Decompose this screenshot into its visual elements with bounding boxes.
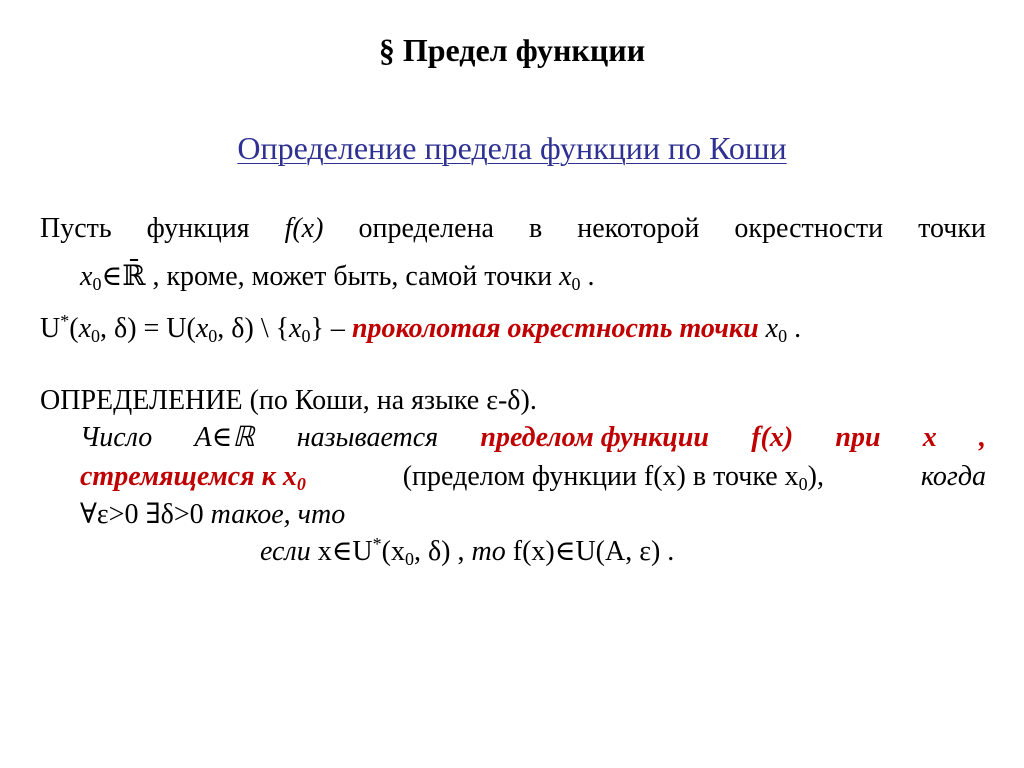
quantifiers: ∀ε>0 ∃δ>0 <box>80 499 204 530</box>
para1-line2 <box>80 260 595 294</box>
section-subtitle <box>0 128 1024 168</box>
formula-fx: f(x) <box>284 213 324 244</box>
text: , δ) = U( <box>100 313 196 344</box>
text: ( <box>69 313 79 344</box>
subscript: 0 <box>778 326 788 346</box>
para1-line1 <box>40 212 986 246</box>
definition-line4 <box>260 535 674 569</box>
var-x: x <box>80 261 93 292</box>
var-x: x <box>289 313 302 344</box>
word: то <box>471 536 506 567</box>
var-x: x <box>78 313 91 344</box>
word: когда <box>920 461 986 492</box>
word: функция <box>146 213 250 244</box>
period: . <box>794 313 802 344</box>
definition-line2 <box>80 460 986 494</box>
page-title: § Предел функции <box>378 32 646 68</box>
period: . <box>587 261 595 292</box>
subscript: 0 <box>92 274 102 294</box>
highlight-term: стремящемся к x <box>80 461 297 492</box>
punctured-neighborhood-line <box>40 312 801 346</box>
formula: (x <box>381 536 405 567</box>
highlight-term: x <box>922 422 937 453</box>
word: окрестности <box>734 213 884 244</box>
in-reals: ∈ℝ̄ <box>101 261 146 292</box>
text: } – <box>310 313 345 344</box>
text: , δ) \ { <box>217 313 290 344</box>
definition-heading: ОПРЕДЕЛЕНИЕ (по Коши, на языке ε-δ). <box>40 385 537 416</box>
word: в <box>529 213 543 244</box>
u-symbol: U <box>40 313 61 344</box>
formula: , δ) , <box>413 536 465 567</box>
highlight-term: проколотая окрестность точки <box>351 313 759 344</box>
highlight-term: при <box>835 422 881 453</box>
subscript: 0 <box>798 474 808 494</box>
var-x: x <box>195 313 209 344</box>
subscript: 0 <box>571 274 581 294</box>
subscript: 0 <box>91 326 100 346</box>
text: такое, что <box>210 499 346 530</box>
highlight-term: , <box>978 422 986 453</box>
word: точки <box>918 213 986 244</box>
definition-line1 <box>80 421 986 455</box>
highlight-term: f(x) <box>751 422 794 453</box>
subscript: 0 <box>404 549 414 569</box>
word: определена <box>358 213 494 244</box>
formula: A∈ℝ <box>194 422 255 453</box>
var-x: x <box>559 261 572 292</box>
text: (пределом функции f(x) в точке x <box>402 461 799 492</box>
highlight-term: пределом функции <box>480 422 709 453</box>
word: Пусть <box>40 213 112 244</box>
word: если <box>260 536 311 567</box>
subscript: 0 <box>208 326 218 346</box>
formula: f(x)∈U(A, ε) . <box>512 536 675 567</box>
word: некоторой <box>577 213 700 244</box>
subscript: 0 <box>296 474 306 494</box>
word: называется <box>296 422 439 453</box>
subscript: 0 <box>301 326 311 346</box>
text: ), <box>807 461 824 492</box>
definition-line3 <box>80 498 345 532</box>
superscript: * <box>372 534 382 554</box>
text: , кроме, может быть, самой точки <box>152 261 553 292</box>
var-x: x <box>765 313 779 344</box>
formula: x∈U <box>317 536 373 567</box>
word: Число <box>80 422 153 453</box>
superscript: * <box>60 311 70 331</box>
subtitle-link[interactable]: Определение предела функции по Коши <box>237 130 787 166</box>
